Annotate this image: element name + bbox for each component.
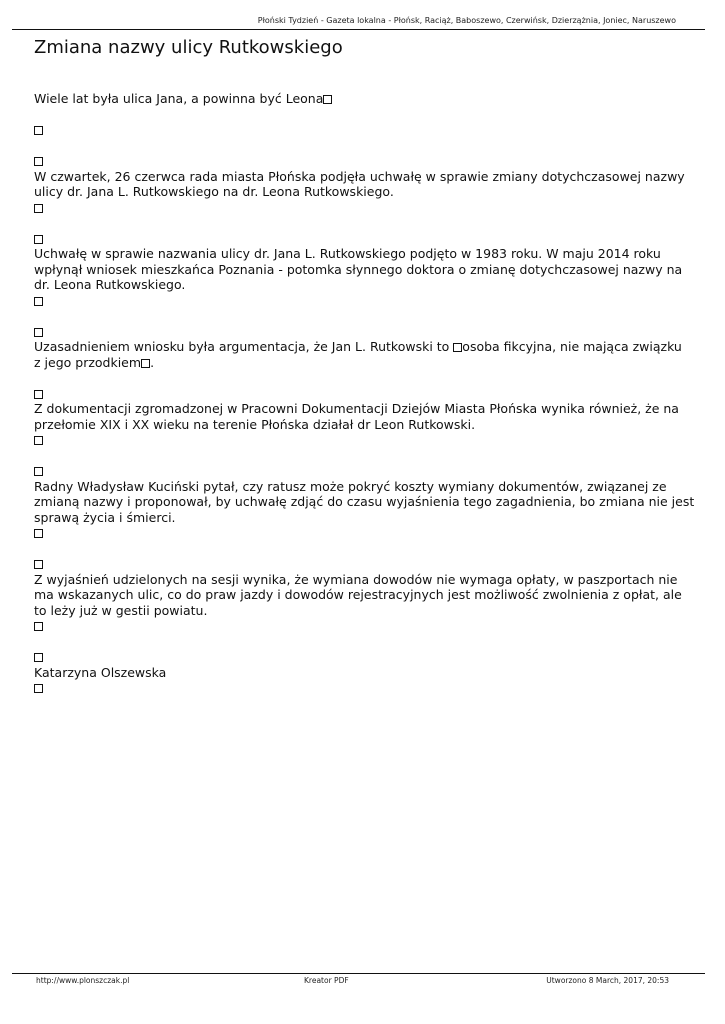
- paragraph-line: Radny Władysław Kuciński pytał, czy ratusz może pokryć koszty wymiany dokumentów, związanej ze: [34, 478, 667, 494]
- missing-glyph-box-icon: [34, 684, 43, 693]
- paragraph-line: W czwartek, 26 czerwca rada miasta Płońska podjęła uchwałę w sprawie zmiany dotychczasowej nazwy: [34, 168, 685, 184]
- header-divider: [12, 29, 705, 30]
- missing-glyph-box-icon: [34, 653, 43, 662]
- missing-glyph-box-icon: [34, 235, 43, 244]
- missing-glyph-box-icon: [34, 328, 43, 337]
- box-line: [34, 386, 694, 402]
- blank-line: [34, 541, 694, 557]
- paragraph-line: przełomie XIX i XX wieku na terenie Płońska działał dr Leon Rutkowski.: [34, 416, 476, 432]
- blank-line: [34, 370, 694, 386]
- missing-glyph-box-icon: [34, 390, 43, 399]
- box-line: [34, 153, 694, 169]
- footer-created-date: Utworzono 8 March, 2017, 20:53: [546, 976, 669, 985]
- paragraph-line: to leży już w gestii powiatu.: [34, 602, 208, 618]
- missing-glyph-box-icon: [34, 436, 43, 445]
- page-header-text: Płoński Tydzień - Gazeta lokalna - Płońsk, Raciąż, Baboszewo, Czerwińsk, Dzierzążnia, Joniec, Naruszewo: [257, 16, 676, 25]
- article-title: Zmiana nazwy ulicy Rutkowskiego: [34, 37, 343, 58]
- missing-glyph-box-icon: [34, 467, 43, 476]
- footer-url-link[interactable]: http://www.plonszczak.pl: [36, 976, 130, 985]
- missing-glyph-box-icon: [323, 95, 332, 104]
- missing-glyph-box-icon: [453, 343, 462, 352]
- paragraph-text: z jego przodkiem: [34, 354, 142, 370]
- blank-line: [34, 308, 694, 324]
- box-line: [34, 231, 694, 247]
- box-line: [34, 293, 694, 309]
- blank-line: [34, 138, 694, 154]
- paragraph-line: sprawą życia i śmierci.: [34, 509, 176, 525]
- box-line: [34, 324, 694, 340]
- blank-line: [34, 448, 694, 464]
- footer-divider: [12, 973, 705, 974]
- box-line: [34, 463, 694, 479]
- paragraph-line: ulicy dr. Jana L. Rutkowskiego na dr. Leona Rutkowskiego.: [34, 184, 394, 199]
- author-name: Katarzyna Olszewska: [34, 664, 167, 680]
- paragraph-line: Uchwałę w sprawie nazwania ulicy dr. Jana L. Rutkowskiego podjęto w 1983 roku. W maju 2014 roku: [34, 246, 661, 261]
- box-line: [34, 525, 694, 541]
- article-body: [34, 91, 694, 696]
- lead-line: [34, 91, 694, 107]
- paragraph-line: Z dokumentacji zgromadzonej w Pracowni Dokumentacji Dziejów Miasta Płońska wynika również, że na: [34, 401, 679, 416]
- paragraph-text: Uzasadnieniem wniosku była argumentacja, że Jan L. Rutkowski to: [34, 339, 454, 354]
- paragraph-line: Z wyjaśnień udzielonych na sesji wynika, że wymiana dowodów nie wymaga opłaty, w paszportach nie: [34, 571, 678, 587]
- missing-glyph-box-icon: [34, 297, 43, 306]
- missing-glyph-box-icon: [34, 126, 43, 135]
- blank-line: [34, 634, 694, 650]
- paragraph-text: osoba fikcyjna, nie mająca związku: [462, 339, 682, 354]
- box-line: [34, 556, 694, 572]
- box-line: [34, 200, 694, 216]
- box-line: [34, 649, 694, 665]
- box-line: [34, 618, 694, 634]
- missing-glyph-box-icon: [141, 359, 150, 368]
- box-line: [34, 432, 694, 448]
- lead-text: Wiele lat była ulica Jana, a powinna być Leona: [34, 91, 324, 106]
- missing-glyph-box-icon: [34, 157, 43, 166]
- paragraph-line: zmianą nazwy i proponował, by uchwałę zdjąć do czasu wyjaśnienia tego zagadnienia, bo zmiana nie jest: [34, 494, 695, 509]
- blank-line: [34, 107, 694, 123]
- paragraph-line: ma wskazanych ulic, co do praw jazdy i dowodów rejestracyjnych jest możliwość zwolnienia z opłat, ale: [34, 587, 682, 602]
- paragraph-line: [34, 355, 694, 371]
- box-line: [34, 680, 694, 696]
- missing-glyph-box-icon: [34, 204, 43, 213]
- paragraph-line: wpłynął wniosek mieszkańca Poznania - potomka słynnego doktora o zmianę dotychczasowej nazwy na: [34, 261, 683, 277]
- missing-glyph-box-icon: [34, 529, 43, 538]
- paragraph-text: .: [150, 354, 155, 370]
- paragraph-line: [34, 339, 694, 355]
- box-line: [34, 122, 694, 138]
- missing-glyph-box-icon: [34, 560, 43, 569]
- missing-glyph-box-icon: [34, 622, 43, 631]
- blank-line: [34, 215, 694, 231]
- paragraph-line: dr. Leona Rutkowskiego.: [34, 277, 186, 292]
- footer-generator: Kreator PDF: [304, 976, 349, 985]
